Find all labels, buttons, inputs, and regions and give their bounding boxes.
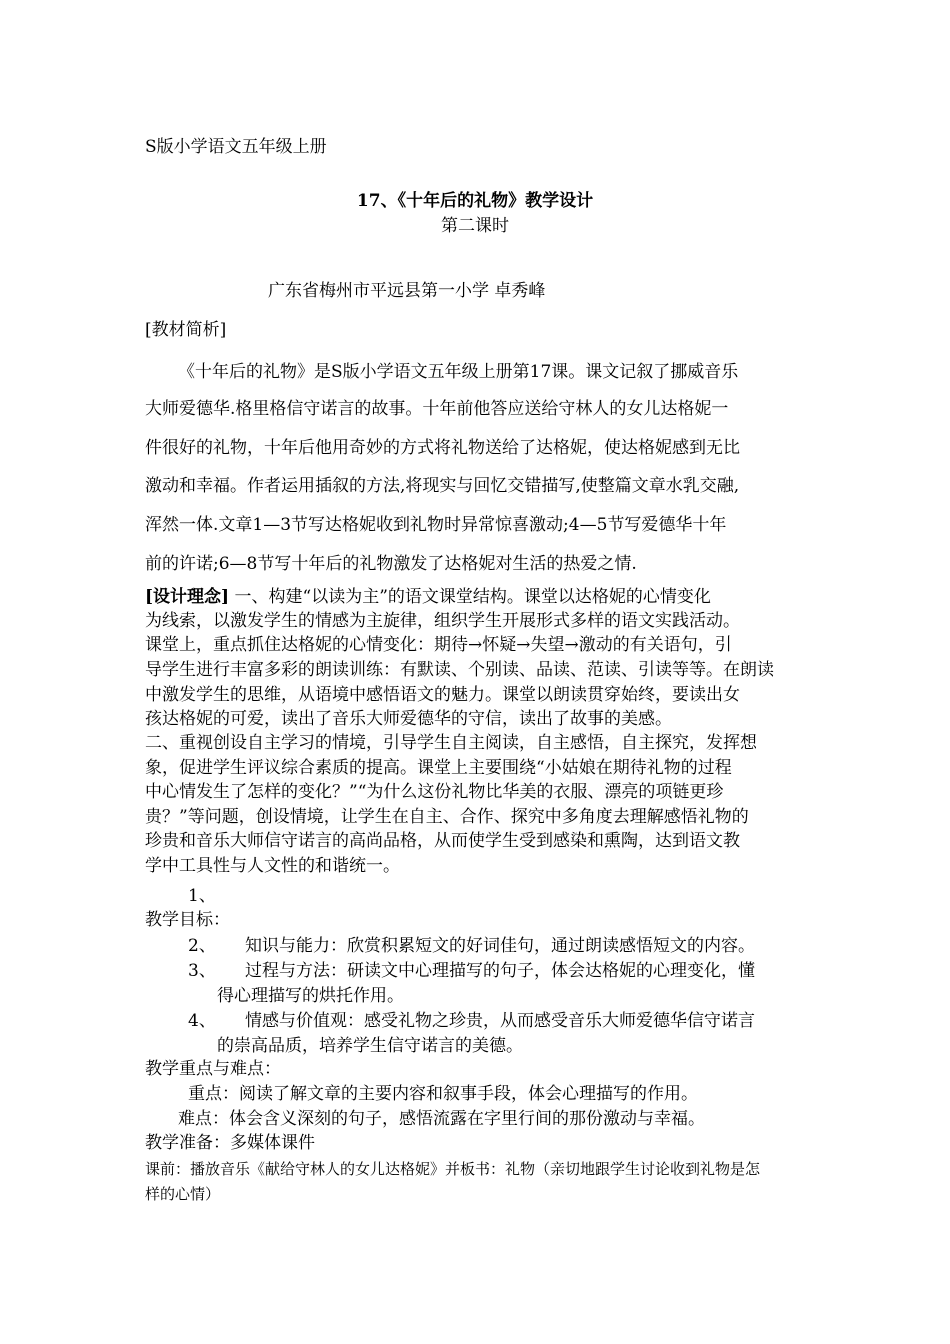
edition-label: S版小学语文五年级上册 (145, 137, 327, 157)
analysis-line: 大师爱德华.格里格信守诺言的故事。十年前他答应送给守林人的女儿达格妮一 (145, 399, 729, 419)
concept-line: 一、构建“以读为主”的语文课堂结构。课堂以达格妮的心情变化 (229, 587, 711, 607)
concept-line: 珍贵和音乐大师信守诺言的高尚品格，从而使学生受到感染和熏陶，达到语文教 (145, 831, 740, 851)
pre-class-line: 样的心情） (145, 1185, 221, 1203)
goal-item-continuation: 得心理描写的烘托作用。 (217, 986, 404, 1006)
analysis-line: 《十年后的礼物》是S版小学语文五年级上册第17课。课文记叙了挪威音乐 (178, 362, 739, 382)
document-title: 17、《十年后的礼物》教学设计 (356, 191, 594, 211)
author-line: 广东省梅州市平远县第一小学 卓秀峰 (268, 281, 546, 301)
lesson-subtitle: 第二课时 (441, 216, 509, 236)
concept-line: 孩达格妮的可爱，读出了音乐大师爱德华的守信，读出了故事的美感。 (145, 709, 672, 729)
concept-line: 二、重视创设自主学习的情境，引导学生自主阅读，自主感悟，自主探究，发挥想 (145, 733, 757, 753)
concept-line: 课堂上，重点抓住达格妮的心情变化：期待→怀疑→失望→激动的有关语句，引 (145, 635, 732, 655)
concept-line: 象，促进学生评议综合素质的提高。课堂上主要围绕“小姑娘在期待礼物的过程 (145, 758, 732, 778)
list-number: 1、 (188, 886, 216, 906)
analysis-line: 件很好的礼物，十年后他用奇妙的方式将礼物送给了达格妮，使达格妮感到无比 (145, 438, 740, 458)
analysis-line: 激动和幸福。作者运用插叙的方法,将现实与回忆交错描写,使整篇文章水乳交融, (145, 476, 740, 496)
concept-line: 学中工具性与人文性的和谐统一。 (145, 856, 400, 876)
focus-key: 重点：阅读了解文章的主要内容和叙事手段，体会心理描写的作用。 (188, 1084, 698, 1104)
goal-item-continuation: 的崇高品质，培养学生信守诺言的美德。 (217, 1036, 523, 1056)
list-number: 3、 (188, 961, 216, 981)
focus-heading: 教学重点与难点： (145, 1059, 281, 1079)
concept-heading: [设计理念] (145, 587, 230, 607)
concept-line: 中心情发生了怎样的变化？”“为什么这份礼物比华美的衣服、漂亮的项链更珍 (145, 782, 724, 802)
prep-line: 教学准备：多媒体课件 (145, 1133, 315, 1153)
goal-item-text: 知识与能力：欣赏积累短文的好词佳句，通过朗读感悟短文的内容。 (245, 936, 755, 956)
focus-difficult: 难点：体会含义深刻的句子，感悟流露在字里行间的那份激动与幸福。 (178, 1109, 705, 1129)
list-number: 2、 (188, 936, 216, 956)
analysis-line: 浑然一体.文章1—3节写达格妮收到礼物时异常惊喜激动;4—5节写爱德华十年 (145, 515, 727, 535)
concept-line: 为线索，以激发学生的情感为主旋律，组织学生开展形式多样的语文实践活动。 (145, 611, 740, 631)
concept-line: 贵？”等问题，创设情境，让学生在自主、合作、探究中多角度去理解感悟礼物的 (145, 807, 749, 827)
pre-class-line: 课前：播放音乐《献给守林人的女儿达格妮》并板书：礼物（亲切地跟学生讨论收到礼物是怎 (145, 1160, 761, 1178)
concept-line: 导学生进行丰富多彩的朗读训练：有默读、个别读、品读、范读、引读等等。在朗读 (145, 660, 774, 680)
goal-item-text: 情感与价值观：感受礼物之珍贵，从而感受音乐大师爱德华信守诺言 (245, 1011, 755, 1031)
goals-heading: 教学目标： (145, 910, 230, 930)
list-number: 4、 (188, 1011, 216, 1031)
concept-first-line (145, 587, 711, 607)
analysis-line: 前的许诺;6—8节写十年后的礼物激发了达格妮对生活的热爱之情. (145, 554, 637, 574)
concept-line: 中激发学生的思维，从语境中感悟语文的魅力。课堂以朗读贯穿始终，要读出女 (145, 685, 740, 705)
goal-item-text: 过程与方法：研读文中心理描写的句子，体会达格妮的心理变化，懂 (245, 961, 755, 981)
analysis-heading: [教材简析] (145, 320, 227, 340)
